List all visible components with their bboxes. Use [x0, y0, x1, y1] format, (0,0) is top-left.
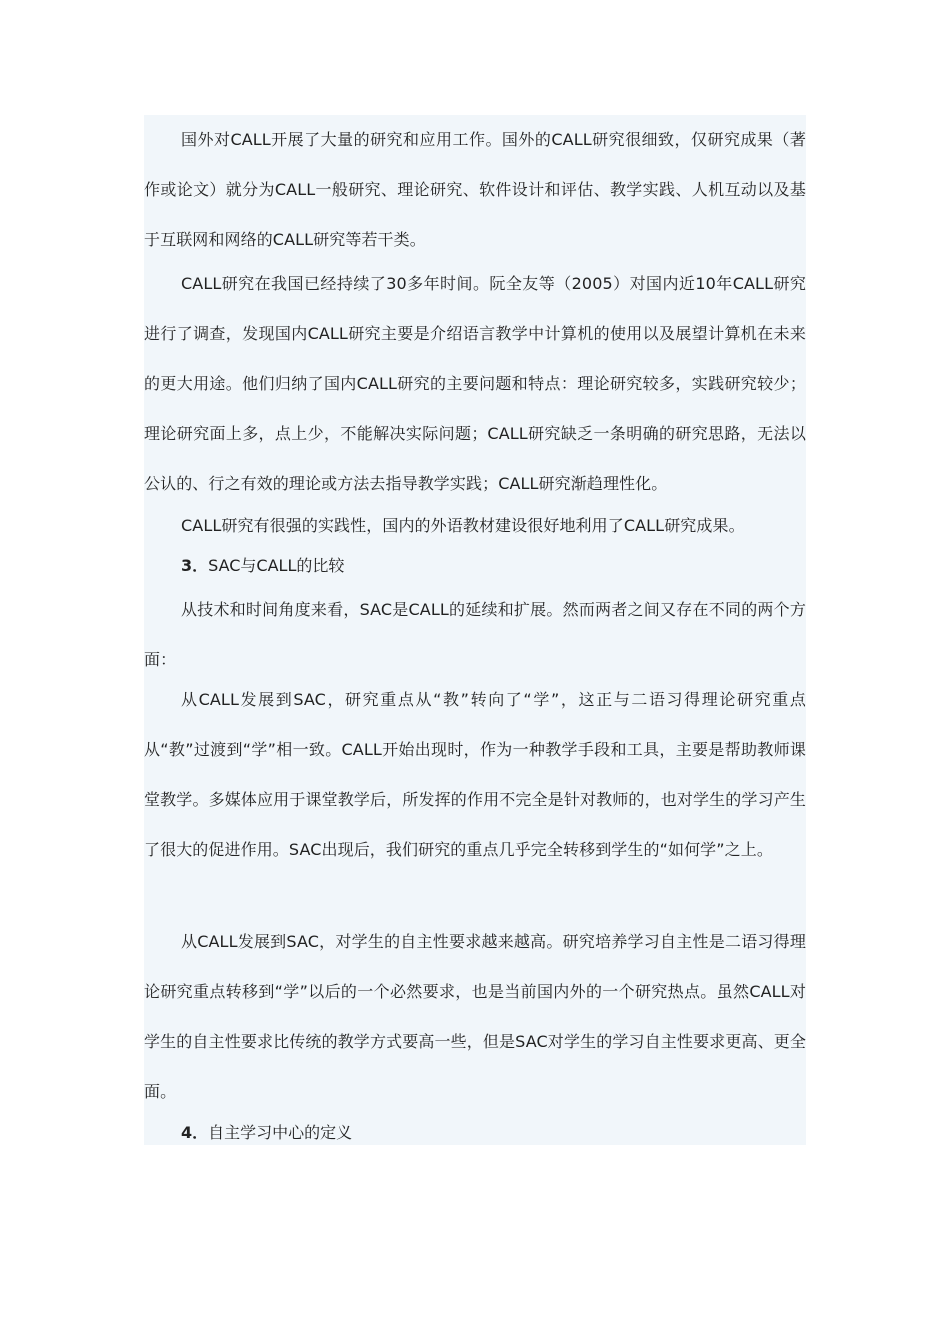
paragraph-autonomy: 从CALL发展到SAC，对学生的自主性要求越来越高。研究培养学习自主性是二语习得理论研究重点转移到“学”以后的一个必然要求，也是当前国内外的一个研究热点。虽然CALL对学生的自主性要求比传统的教学方式要高一些，但是SAC对学生的学习自主性要求更高、更全面。: [144, 932, 806, 1101]
heading-text: 自主学习中心的定义: [208, 1123, 353, 1142]
section-heading-4: [181, 1118, 352, 1148]
section-heading-3: [181, 551, 344, 581]
heading-number: 3．: [181, 556, 209, 575]
paragraph-call-domestic: CALL研究在我国已经持续了30多年时间。阮全友等（2005）对国内近10年CALL研究进行了调查，发现国内CALL研究主要是介绍语言教学中计算机的使用以及展望计算机在未来的更大用途。他们归纳了国内CALL研究的主要问题和特点：理论研究较多，实践研究较少；理论研究面上多，点上少，不能解决实际问题；CALL研究缺乏一条明确的研究思路，无法以公认的、行之有效的理论或方法去指导教学实践；CALL研究渐趋理性化。: [144, 274, 806, 493]
paragraph-call-practice: CALL研究有很强的实践性，国内的外语教材建设很好地利用了CALL研究成果。: [181, 516, 745, 535]
paragraph-call-foreign: 国外对CALL开展了大量的研究和应用工作。国外的CALL研究很细致，仅研究成果（著作或论文）就分为CALL一般研究、理论研究、软件设计和评估、教学实践、人机互动以及基于互联网和网络的CALL研究等若干类。: [144, 130, 806, 249]
text-block: [144, 115, 806, 1145]
heading-number: 4．: [181, 1123, 209, 1142]
heading-text: SAC与CALL的比较: [208, 556, 345, 575]
paragraph-sac-extension: 从技术和时间角度来看，SAC是CALL的延续和扩展。然而两者之间又存在不同的两个方面：: [144, 600, 806, 669]
paragraph-teach-to-learn: 从CALL发展到SAC，研究重点从“教”转向了“学”，这正与二语习得理论研究重点从“教”过渡到“学”相一致。CALL开始出现时，作为一种教学手段和工具，主要是帮助教师课堂教学。多媒体应用于课堂教学后，所发挥的作用不完全是针对教师的，也对学生的学习产生了很大的促进作用。SAC出现后，我们研究的重点几乎完全转移到学生的“如何学”之上。: [144, 690, 806, 859]
